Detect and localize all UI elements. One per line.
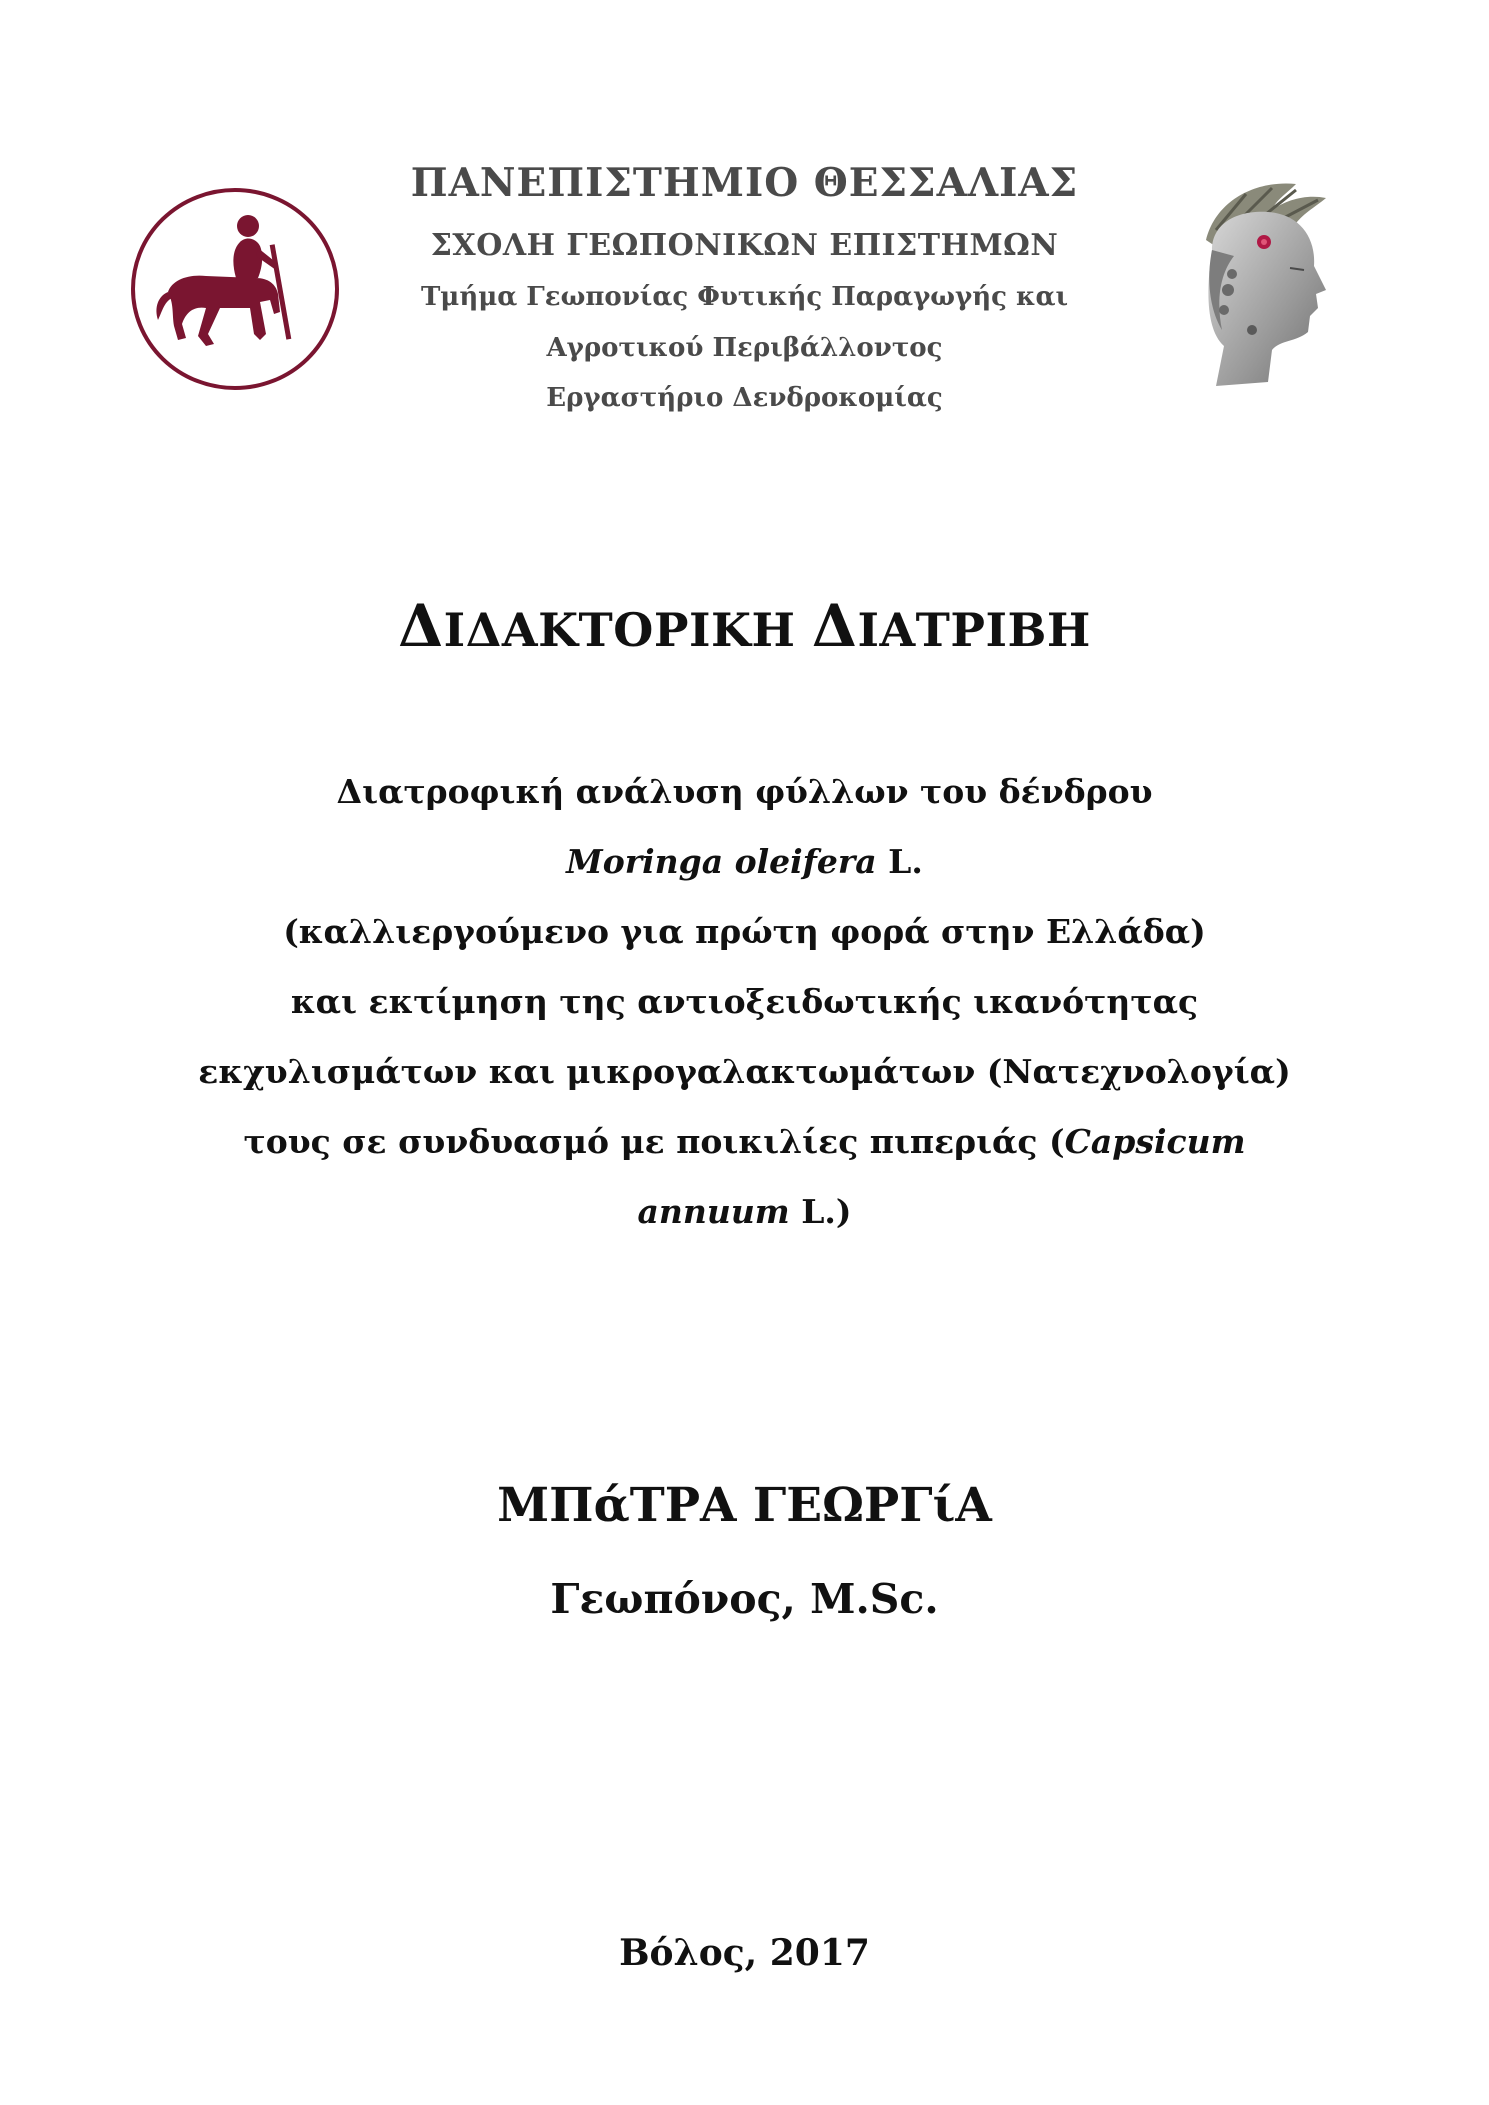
author-name: ΜΠάΤΡΑ ΓΕΩΡΓίΑ (497, 1478, 992, 1533)
department-name-line1: Τμήμα Γεωπονίας Φυτικής Παραγωγής και (420, 282, 1069, 312)
doc-type-word2-initial: Δ (811, 592, 858, 660)
species-genus-capsicum: Capsicum (1064, 1122, 1246, 1161)
university-name: ΠΑΝΕΠΙΣΤΗΜΙΟ ΘΕΣΣΑΛΙΑΣ (410, 160, 1079, 206)
author-degree: Γεωπόνος, M.Sc. (550, 1575, 939, 1623)
thesis-title-line2 (0, 842, 1489, 881)
thesis-title-line3: (καλλιεργούμενο για πρώτη φορά στην Ελλάδα) (283, 912, 1206, 951)
species-author-abbrev: L. (876, 842, 923, 881)
title-line6-text: τους σε συνδυασμό με ποικιλίες πιπεριάς ( (243, 1122, 1065, 1161)
document-type-heading (0, 592, 1489, 660)
thesis-title-line4: και εκτίμηση της αντιοξειδωτικής ικανότητας (290, 982, 1199, 1021)
place-and-year: Βόλος, 2017 (619, 1932, 870, 1974)
thesis-title-line6 (0, 1122, 1489, 1161)
species-epithet-annuum: annuum (637, 1192, 790, 1231)
school-name: ΣΧΟΛΗ ΓΕΩΠΟΝΙΚΩΝ ΕΠΙΣΤΗΜΩΝ (430, 228, 1059, 263)
doc-type-word1-initial: Δ (398, 592, 444, 660)
thesis-title-line7 (0, 1192, 1489, 1231)
doc-type-word2-rest: ΙΑΤΡΙΒΗ (857, 603, 1091, 657)
department-name-line2: Αγροτικού Περιβάλλοντος (546, 333, 943, 363)
laboratory-name: Εργαστήριο Δενδροκομίας (546, 383, 943, 413)
species-name-moringa: Moringa oleifera (566, 842, 877, 881)
thesis-title-line1: Διατροφική ανάλυση φύλλων του δένδρου (336, 772, 1153, 811)
title-line7-text: L.) (789, 1192, 852, 1231)
thesis-title-line5: εκχυλισμάτων και μικρογαλακτωμάτων (Νατεχνολογία) (198, 1052, 1291, 1091)
doc-type-word1-rest: ΙΔΑΚΤΟΡΙΚΗ (443, 603, 796, 657)
